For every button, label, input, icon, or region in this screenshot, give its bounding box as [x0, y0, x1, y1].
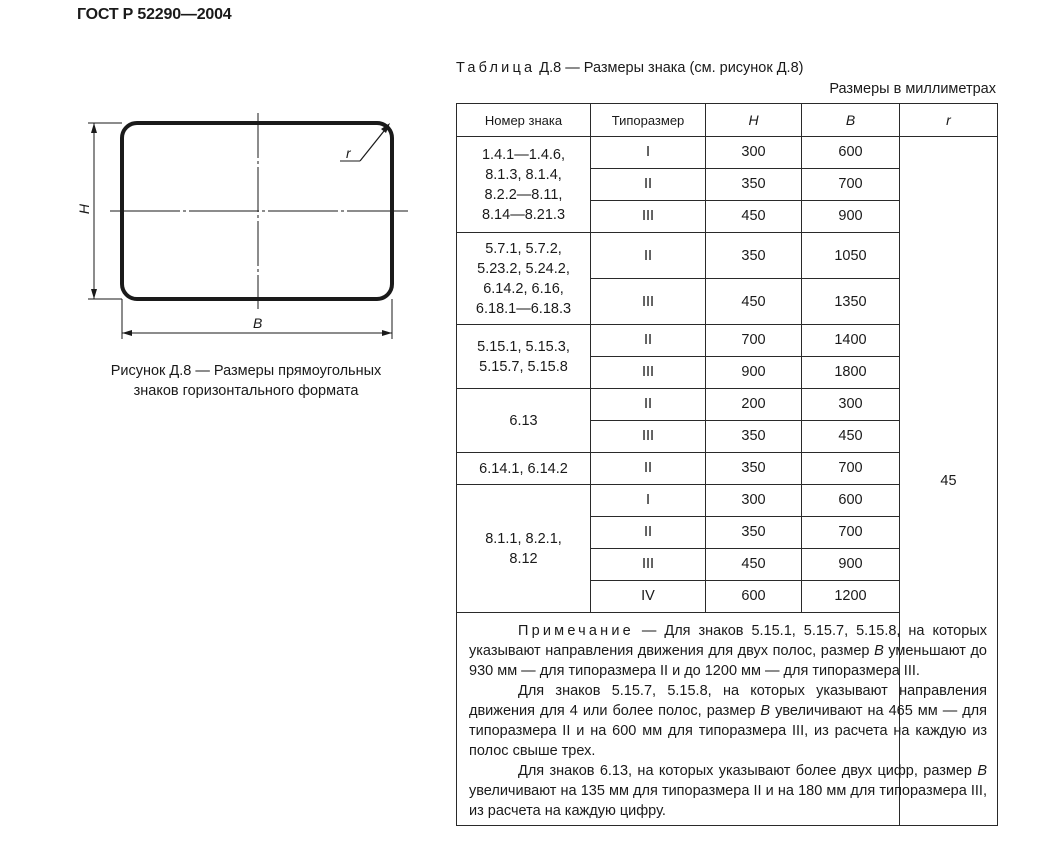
figure-caption-line: знаков горизонтального формата [133, 383, 359, 399]
sign-code-line: 6.13 [509, 412, 538, 429]
h-cell: 600 [706, 581, 802, 613]
sign-code-line: 6.18.1—6.18.3 [475, 300, 572, 317]
note-text: Для знаков 6.13, на которых указывают более двух цифр, размер [518, 763, 978, 779]
b-cell: 600 [802, 485, 900, 517]
table-title-text: Д.8 — Размеры знака (см. рисунок Д.8) [535, 60, 804, 76]
size-cell: III [591, 201, 706, 233]
note-text: B [874, 643, 884, 659]
sign-code-line: 5.15.1, 5.15.3, [477, 338, 570, 355]
size-table-wrapper [456, 103, 997, 826]
size-cell: I [591, 485, 706, 517]
note-paragraph [469, 761, 987, 821]
h-cell: 350 [706, 169, 802, 201]
dimension-label-h: H [76, 203, 93, 215]
size-cell: III [591, 357, 706, 389]
table-title-prefix: Таблица [456, 60, 536, 76]
sign-code-cell [457, 137, 591, 233]
figure-caption-line: Рисунок Д.8 — Размеры прямоугольных [110, 363, 382, 379]
h-cell: 300 [706, 137, 802, 169]
note-text: B [977, 763, 987, 779]
b-cell: 700 [802, 169, 900, 201]
dimension-label-r: r [346, 145, 351, 161]
column-header-size: Типоразмер [591, 104, 706, 137]
figure-caption [70, 361, 422, 401]
size-cell: II [591, 325, 706, 357]
table-header-row [457, 104, 998, 137]
h-cell: 900 [706, 357, 802, 389]
h-cell: 200 [706, 389, 802, 421]
sign-code-line: 5.7.1, 5.7.2, [485, 240, 562, 257]
size-cell: III [591, 421, 706, 453]
size-cell: II [591, 453, 706, 485]
sign-code-cell [457, 233, 591, 325]
h-cell: 300 [706, 485, 802, 517]
h-cell: 450 [706, 549, 802, 581]
sign-code-line: 6.14.2, 6.16, [483, 280, 564, 297]
b-cell: 1350 [802, 279, 900, 325]
note-cell [457, 613, 998, 826]
size-cell: II [591, 389, 706, 421]
b-cell: 1050 [802, 233, 900, 279]
b-cell: 1400 [802, 325, 900, 357]
sign-code-line: 8.1.3, 8.1.4, [485, 166, 562, 183]
h-cell: 450 [706, 201, 802, 233]
sign-code-line: 5.15.7, 5.15.8 [479, 358, 568, 375]
b-cell: 1200 [802, 581, 900, 613]
sign-code-cell [457, 453, 591, 485]
h-cell: 350 [706, 517, 802, 549]
note-text: увеличивают на 135 мм для типоразмера II и на 180 мм для типоразмера III, из расчета на каждую цифру. [469, 783, 987, 819]
size-cell: III [591, 549, 706, 581]
size-cell: II [591, 233, 706, 279]
b-cell: 900 [802, 201, 900, 233]
sign-code-line: 6.14.1, 6.14.2 [479, 460, 568, 477]
sign-code-cell [457, 325, 591, 389]
figure-d8 [70, 105, 420, 350]
size-cell: II [591, 517, 706, 549]
document-header: ГОСТ Р 52290—2004 [77, 6, 232, 23]
dimension-label-b: B [253, 315, 263, 331]
table-units: Размеры в миллиметрах [829, 81, 996, 97]
sign-dimension-drawing [70, 105, 420, 350]
note-label: Примечание [518, 623, 634, 639]
b-cell: 700 [802, 453, 900, 485]
sign-code-line: 5.23.2, 5.24.2, [477, 260, 570, 277]
column-header-r: r [900, 104, 998, 137]
b-cell: 450 [802, 421, 900, 453]
sign-code-line: 8.14—8.21.3 [481, 206, 566, 223]
h-cell: 450 [706, 279, 802, 325]
column-header-b: B [802, 104, 900, 137]
note-text: — Для знаков 5.15.1, 5.15.7, 5.15.8, на которых указывают направления движения для двух полос, размер [469, 623, 987, 659]
sign-code-cell [457, 389, 591, 453]
b-cell: 700 [802, 517, 900, 549]
size-cell: II [591, 169, 706, 201]
sign-code-line: 1.4.1—1.4.6, [481, 146, 566, 163]
sign-code-line: 8.2.2—8.11, [484, 186, 563, 203]
h-cell: 350 [706, 421, 802, 453]
b-cell: 300 [802, 389, 900, 421]
sign-code-cell [457, 485, 591, 613]
note-text: уменьшают до 930 мм — для типоразмера II и до 1200 мм — для типоразмера III. [469, 643, 988, 679]
sign-code-line: 8.12 [509, 550, 538, 567]
b-cell: 600 [802, 137, 900, 169]
column-header-code: Номер знака [457, 104, 591, 137]
b-cell: 900 [802, 549, 900, 581]
h-cell: 700 [706, 325, 802, 357]
b-cell: 1800 [802, 357, 900, 389]
table-title [456, 60, 803, 76]
r-value-cell: 45 [900, 137, 998, 826]
note-paragraph [469, 621, 987, 681]
note-text: Для знаков 5.15.7, 5.15.8, на которых указывают направления движения для 4 или более полос, размер [469, 683, 987, 719]
size-cell: IV [591, 581, 706, 613]
table-row [457, 137, 998, 169]
h-cell: 350 [706, 233, 802, 279]
size-cell: III [591, 279, 706, 325]
note-row [457, 613, 998, 826]
column-header-h: H [706, 104, 802, 137]
note-text: B [760, 703, 771, 719]
h-cell: 350 [706, 453, 802, 485]
note-text: увеличивают на 465 мм — для типоразмера II и на 600 мм для типоразмера III, из расчета на каждую из полос свыше трех. [469, 703, 987, 759]
size-table [456, 103, 998, 826]
note-paragraph [469, 681, 987, 761]
size-cell: I [591, 137, 706, 169]
sign-code-line: 8.1.1, 8.2.1, [485, 530, 562, 547]
